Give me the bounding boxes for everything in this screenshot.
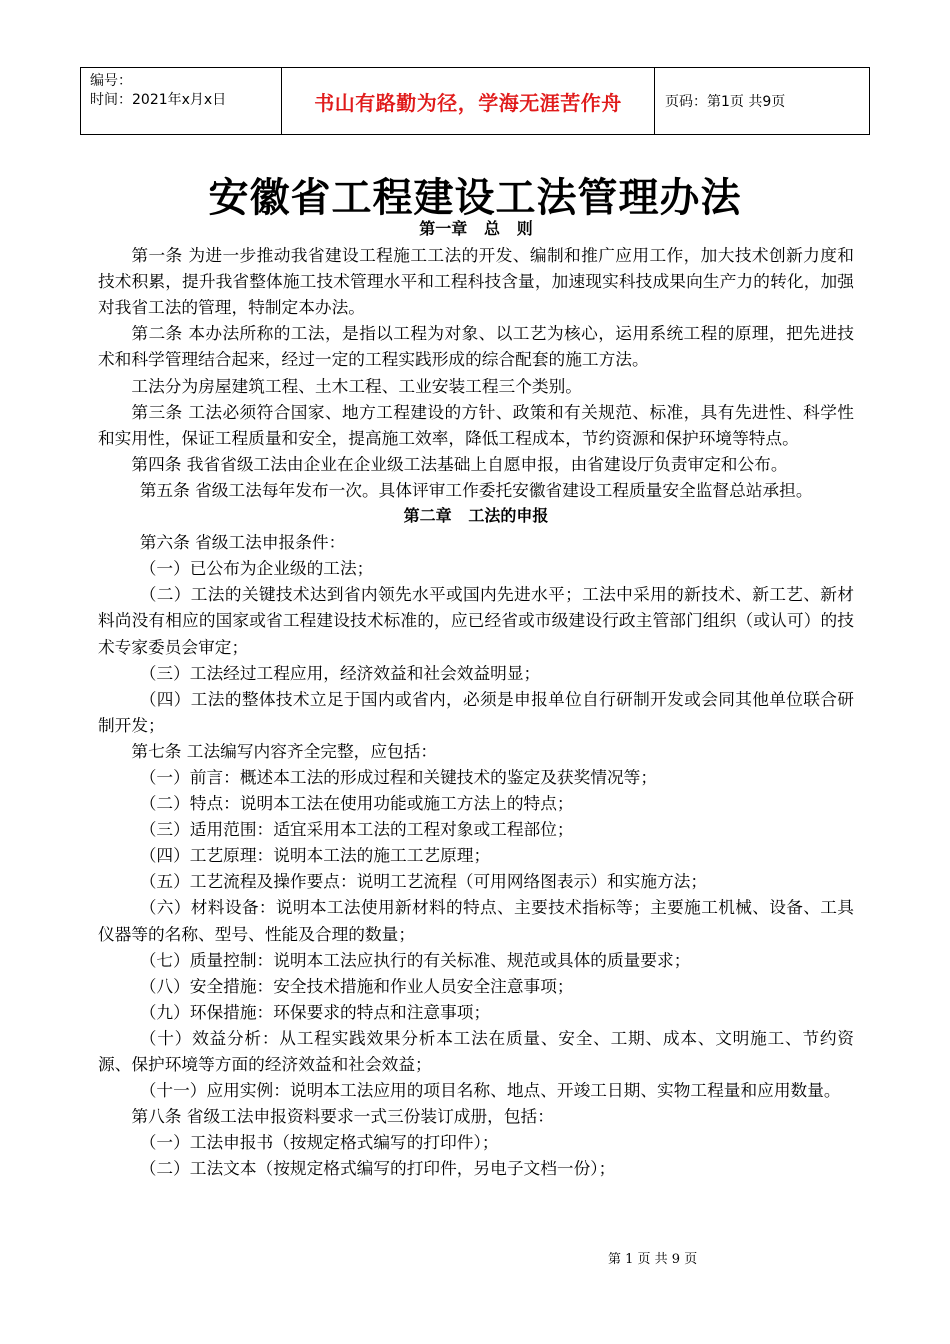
paragraph: 第六条 省级工法申报条件： <box>139 532 346 553</box>
list-item: （七）质量控制：说明本工法应执行的有关标准、规范或具体的质量要求； <box>139 949 691 970</box>
list-item: （八）安全措施：安全技术措施和作业人员安全注意事项； <box>139 975 574 996</box>
paragraph: 第四条 我省省级工法由企业在企业级工法基础上自愿申报，由省建设厅负责审定和公布。 <box>131 453 788 474</box>
list-item: （二）特点：说明本工法在使用功能或施工方法上的特点； <box>139 793 574 814</box>
list-item: （三）工法经过工程应用，经济效益和社会效益明显； <box>139 662 541 683</box>
list-item: （四）工法的整体技术立足于国内或省内，必须是申报单位自行研制开发或会同其他单位联合研制开发； <box>98 688 854 735</box>
list-item: （九）环保措施：环保要求的特点和注意事项； <box>139 1001 491 1022</box>
document-body <box>98 216 854 1181</box>
number-label: 编号： <box>90 73 132 89</box>
list-item: （二）工法的关键技术达到省内领先水平或国内先进水平；工法中采用的新技术、新工艺、新材料尚没有相应的国家或省工程建设技术标准的，应已经省或市级建设行政主管部门组织（或认可）的技术专家委员会审定； <box>98 584 854 657</box>
paragraph: 工法分为房屋建筑工程、土木工程、工业安装工程三个类别。 <box>131 375 582 396</box>
list-item: （十）效益分析：从工程实践效果分析本工法在质量、安全、工期、成本、文明施工、节约资源、保护环境等方面的经济效益和社会效益； <box>98 1027 854 1074</box>
list-item: （一）已公布为企业级的工法； <box>139 558 374 579</box>
list-item: （五）工艺流程及操作要点：说明工艺流程（可用网络图表示）和实施方法； <box>139 871 708 892</box>
page-footer: 第 1 页 共 9 页 <box>608 1252 698 1267</box>
list-item: （二）工法文本（按规定格式编写的打印件，另电子文档一份）； <box>139 1158 616 1179</box>
paragraph: 第一条 为进一步推动我省建设工程施工工法的开发、编制和推广应用工作，加大技术创新力度和技术积累，提升我省整体施工技术管理水平和工程科技含量，加速现实科技成果向生产力的转化，加强对我省工法的管理，特制定本办法。 <box>98 245 854 318</box>
paragraph: 第八条 省级工法申报资料要求一式三份装订成册，包括： <box>131 1106 554 1127</box>
list-item: （一）前言：概述本工法的形成过程和关键技术的鉴定及获奖情况等； <box>139 766 658 787</box>
paragraph: 第五条 省级工法每年发布一次。具体评审工作委托安徽省建设工程质量安全监督总站承担。 <box>139 479 813 500</box>
list-item: （十一）应用实例：说明本工法应用的项目名称、地点、开竣工日期、实物工程量和应用数量。 <box>139 1080 841 1101</box>
paragraph: 第三条 工法必须符合国家、地方工程建设的方针、政策和有关规范、标准，具有先进性、科学性和实用性，保证工程质量和安全，提高施工效率，降低工程成本，节约资源和保护环境等特点。 <box>98 401 854 448</box>
list-item: （一）工法申报书（按规定格式编写的打印件）； <box>139 1132 499 1153</box>
document-header <box>80 67 870 135</box>
header-page-number: 页码：第1页 共9页 <box>665 94 786 110</box>
header-motto: 书山有路勤为径，学海无涯苦作舟 <box>282 68 655 134</box>
document-title: 安徽省工程建设工法管理办法 <box>208 175 742 221</box>
header-meta <box>81 68 282 134</box>
list-item: （六）材料设备：说明本工法使用新材料的特点、主要技术指标等；主要施工机械、设备、工具仪器等的名称、型号、性能及合理的数量； <box>98 897 854 944</box>
paragraph: 第二条 本办法所称的工法，是指以工程为对象、以工艺为核心，运用系统工程的原理，把先进技术和科学管理结合起来，经过一定的工程实践形成的综合配套的施工方法。 <box>98 323 854 370</box>
list-item: （四）工艺原理：说明本工法的施工工艺原理； <box>139 845 491 866</box>
chapter-heading: 第一章 总 则 <box>419 219 533 238</box>
list-item: （三）适用范围：适宜采用本工法的工程对象或工程部位； <box>139 819 574 840</box>
chapter-heading: 第二章 工法的申报 <box>403 506 549 526</box>
time-label: 时间：2021年x月x日 <box>90 92 227 108</box>
paragraph: 第七条 工法编写内容齐全完整，应包括： <box>131 740 438 761</box>
